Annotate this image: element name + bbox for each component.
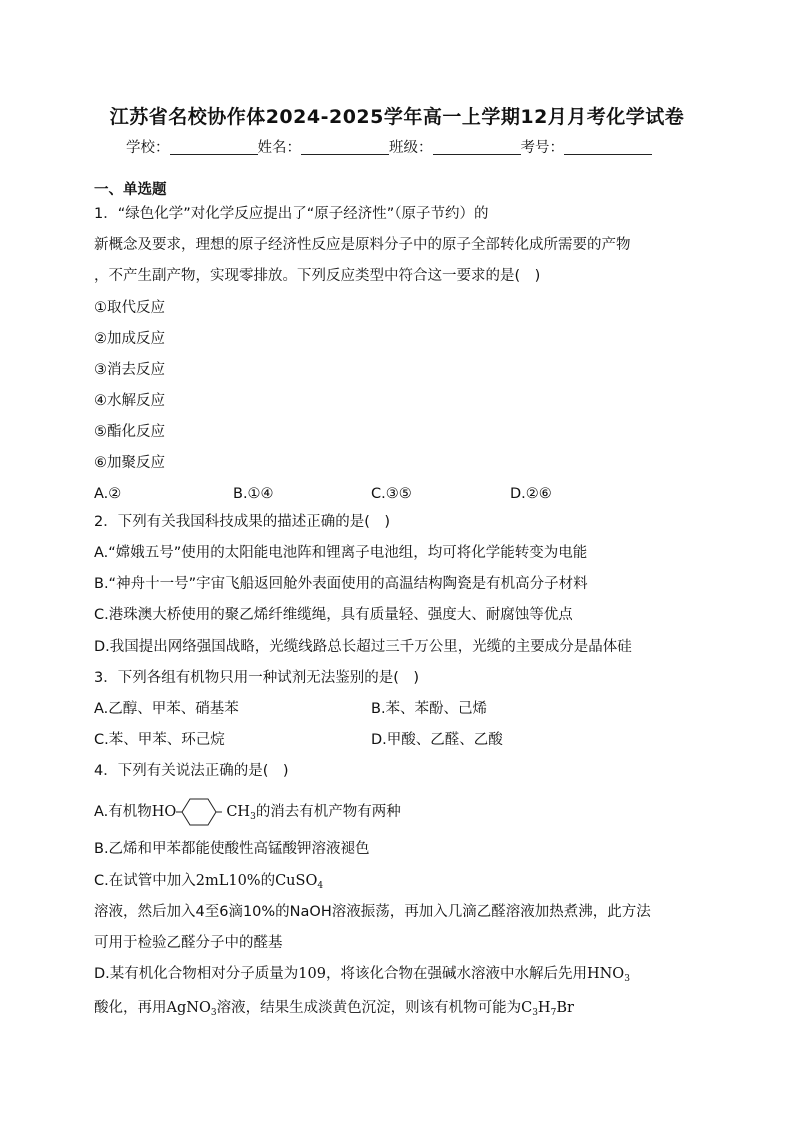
q4-option-c-line2: 溶液，然后加入4至6滴10%的NaOH溶液振荡，再加入几滴乙醛溶液加热煮沸，此方法 [94,904,651,920]
q4-d-hno-sub: 3 [624,974,630,984]
school-blank[interactable] [170,140,258,155]
q4-option-d-line2 [94,1001,574,1016]
q4-stem: 4．下列有关说法正确的是( ) [94,763,289,779]
q4-c-of: 的 [260,873,276,889]
q4-a-suffix: 的消去有机产物有两种 [255,804,401,820]
name-label: 姓名： [257,140,301,156]
q4-d-prefix: D.某有机化合物相对分子质量为 [94,966,299,982]
q1-item: ②加成反应 [94,331,165,347]
q4-d2-mid: 溶液，结果生成淡黄色沉淀，则该有机物可能为 [216,1000,522,1016]
q4-d2-c: C [521,1000,533,1016]
q4-a-ch: CH [226,804,251,820]
cyclohexane-ring-icon [176,797,226,827]
q4-d-mid: ，将该化合物在强碱水溶液中水解后先用 [325,966,587,982]
class-blank[interactable] [433,140,521,155]
q4-d2-agno: AgNO [166,1000,211,1016]
q4-d2-prefix: 酸化，再用 [94,1000,167,1016]
q2-option-c[interactable]: C.港珠澳大桥使用的聚乙烯纤维缆绳，具有质量轻、强度大、耐腐蚀等优点 [94,607,573,623]
section-heading: 一、单选题 [94,182,167,198]
school-label: 学校： [126,140,170,156]
q4-option-b[interactable]: B.乙烯和甲苯都能使酸性高锰酸钾溶液褪色 [94,841,370,857]
q1-stem-line2: 新概念及要求，理想的原子经济性反应是原料分子中的原子全部转化成所需要的产物 [94,237,631,253]
class-label: 班级： [389,140,433,156]
q4-a-ho: HO [151,804,177,820]
q4-c-prefix: C.在试管中加入 [94,873,196,889]
q4-a-prefix: A.有机物 [94,804,152,820]
q4-d2-br: Br [556,1000,574,1016]
name-blank[interactable] [301,140,389,155]
q4-d2-h-sub: 7 [550,1008,557,1018]
q3-option-b[interactable]: B.苯、苯酚、己烯 [371,701,488,717]
q1-option-b[interactable]: B.①④ [233,486,274,502]
q1-item: ④水解反应 [94,393,165,409]
q3-option-c[interactable]: C.苯、甲苯、环己烷 [94,732,225,748]
q4-d2-c-sub: 3 [532,1008,538,1018]
q1-stem-line1: 1．“绿色化学”对化学反应提出了“原子经济性”（原子节约）的 [94,206,489,222]
q2-option-d[interactable]: D.我国提出网络强国战略，光缆线路总长超过三千万公里，光缆的主要成分是晶体硅 [94,639,632,655]
q2-option-a[interactable]: A.“嫦娥五号”使用的太阳能电池阵和锂离子电池组，均可将化学能转变为电能 [94,545,588,561]
q1-option-c[interactable]: C.③⑤ [371,486,412,502]
q1-option-d[interactable]: D.②⑥ [510,486,552,502]
q2-stem: 2．下列有关我国科技成果的描述正确的是( ) [94,514,391,530]
q1-item: ⑥加聚反应 [94,455,165,471]
q4-c-amount: 2mL10% [195,873,261,889]
q3-stem: 3．下列各组有机物只用一种试剂无法鉴别的是( ) [94,670,420,686]
q4-d-hno: HNO [586,966,625,982]
q4-d2-agno-sub: 3 [210,1008,217,1018]
q4-a-sub3: 3 [250,812,256,822]
page-title: 江苏省名校协作体2024-2025学年高一上学期12月月考化学试卷 [109,106,685,128]
q4-c-sub4: 4 [317,881,324,891]
student-info-line [126,136,652,157]
q4-option-c-line1[interactable] [94,874,323,889]
q4-c-cuso: CuSO [275,873,318,889]
q1-item: ①取代反应 [94,300,165,316]
exam-no-label: 考号： [520,140,564,156]
q3-option-d[interactable]: D.甲酸、乙醛、乙酸 [371,732,503,748]
q1-item: ③消去反应 [94,362,165,378]
q4-d2-h: H [537,1000,551,1016]
exam-no-blank[interactable] [564,140,652,155]
q3-option-a[interactable]: A.乙醇、甲苯、硝基苯 [94,701,239,717]
q4-option-a[interactable] [94,797,401,827]
q1-option-a[interactable]: A.② [94,486,122,502]
q4-option-c-line3: 可用于检验乙醛分子中的醛基 [94,935,283,951]
q4-d-mass: 109 [298,966,326,982]
q1-item: ⑤酯化反应 [94,424,165,440]
q2-option-b[interactable]: B.“神舟十一号”宇宙飞船返回舱外表面使用的高温结构陶瓷是有机高分子材料 [94,576,588,592]
q1-stem-line3: ，不产生副产物，实现零排放。下列反应类型中符合这一要求的是( ) [94,268,541,284]
q4-option-d-line1[interactable] [94,967,630,982]
